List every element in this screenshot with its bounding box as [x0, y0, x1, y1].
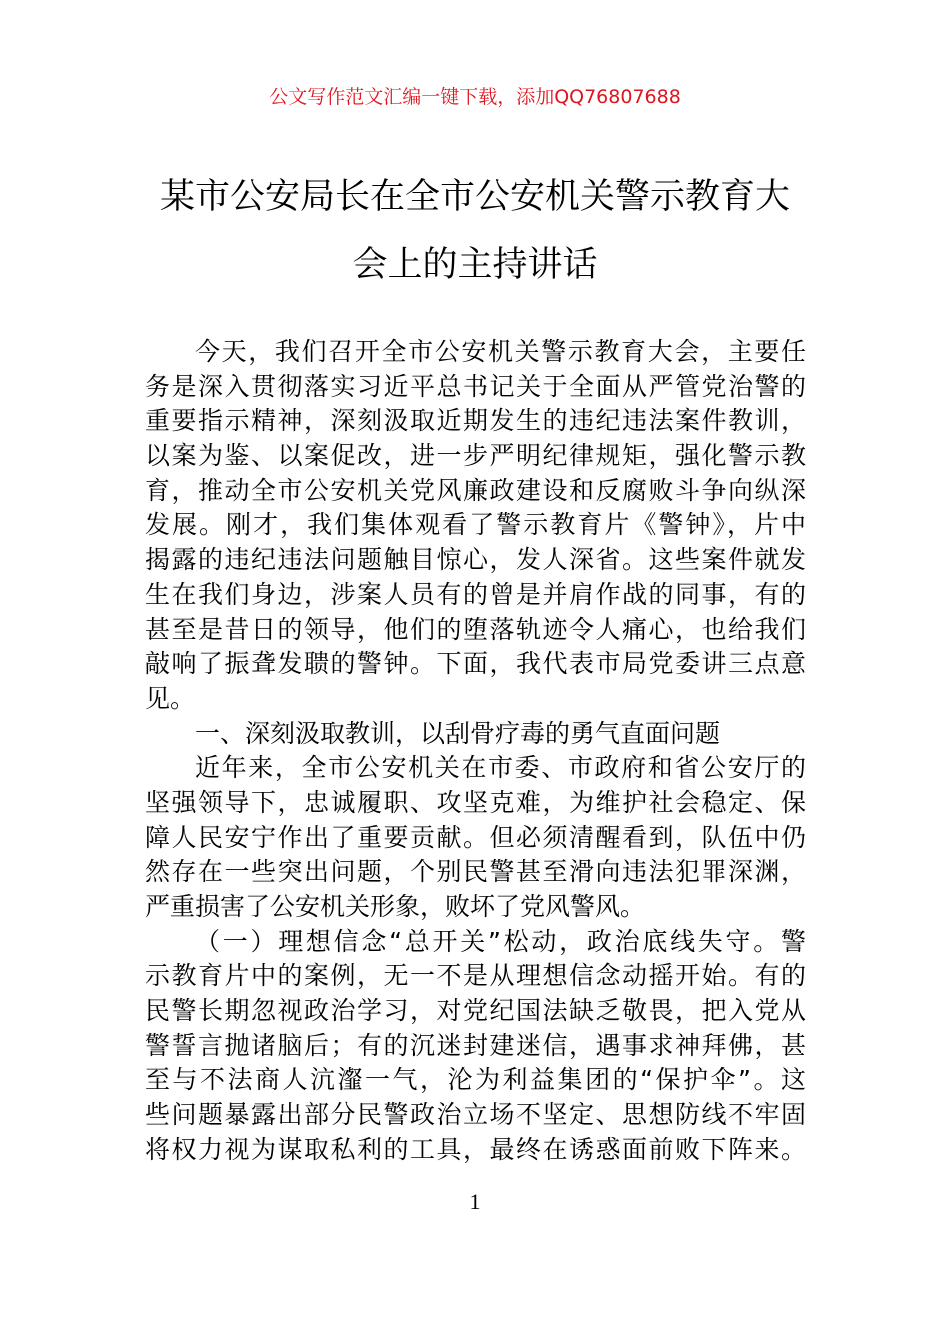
document-body	[145, 335, 806, 1168]
text-line: 今天，我们召开全市公安机关警示教育大会，主要任	[195, 337, 806, 366]
download-banner: 公文写作范文汇编一键下载，添加QQ76807688	[269, 86, 681, 108]
page-number: 1	[469, 1189, 481, 1214]
text-line: 敲响了振聋发聩的警钟。下面，我代表市局党委讲三点意	[145, 649, 806, 679]
text-line: 甚至是昔日的领导，他们的堕落轨迹令人痛心，也给我们	[145, 614, 806, 644]
document-title-line-2: 会上的主持讲话	[352, 245, 598, 285]
text-line: 见。	[145, 683, 196, 713]
text-line: 发展。刚才，我们集体观看了警示教育片《警钟》，片中	[145, 510, 806, 540]
text-line: 障人民安宁作出了重要贡献。但必须清醒看到，队伍中仍	[145, 822, 806, 852]
text-line: 将权力视为谋取私利的工具，最终在诱惑面前败下阵来。	[145, 1134, 806, 1164]
text-line: 近年来，全市公安机关在市委、市政府和省公安厅的	[195, 753, 806, 783]
text-line: 严重损害了公安机关形象，败坏了党风警风。	[145, 892, 646, 921]
text-line: （一）理想信念“总开关”松动，政治底线失守。警	[195, 926, 806, 956]
text-line: 警誓言抛诸脑后；有的沉迷封建迷信，遇事求神拜佛，甚	[145, 1030, 806, 1060]
text-line: 揭露的违纪违法问题触目惊心，发人深省。这些案件就发	[145, 545, 806, 575]
document-title-line-1: 某市公安局长在全市公安机关警示教育大	[159, 177, 790, 217]
text-line: 重要指示精神，深刻汲取近期发生的违纪违法案件教训，	[145, 406, 806, 436]
text-line: 示教育片中的案例，无一不是从理想信念动摇开始。有的	[145, 961, 806, 991]
text-line: 然存在一些突出问题，个别民警甚至滑向违法犯罪深渊，	[145, 857, 806, 887]
text-line: 些问题暴露出部分民警政治立场不坚定、思想防线不牢固	[145, 1100, 806, 1130]
text-line: 以案为鉴、以案促改，进一步严明纪律规矩，强化警示教	[145, 441, 806, 471]
text-line: 育，推动全市公安机关党风廉政建设和反腐败斗争向纵深	[145, 475, 806, 505]
text-line: 至与不法商人沆瀣一气，沦为利益集团的“保护伞”。这	[145, 1065, 806, 1095]
text-line: 生在我们身边，涉案人员有的曾是并肩作战的同事，有的	[145, 579, 806, 609]
text-line: 务是深入贯彻落实习近平总书记关于全面从严管党治警的	[145, 371, 806, 401]
text-line: 坚强领导下，忠诚履职、攻坚克难，为维护社会稳定、保	[145, 787, 806, 817]
text-line: 一、深刻汲取教训，以刮骨疗毒的勇气直面问题	[195, 718, 721, 748]
text-line: 民警长期忽视政治学习，对党纪国法缺乏敬畏，把入党从	[145, 996, 806, 1026]
